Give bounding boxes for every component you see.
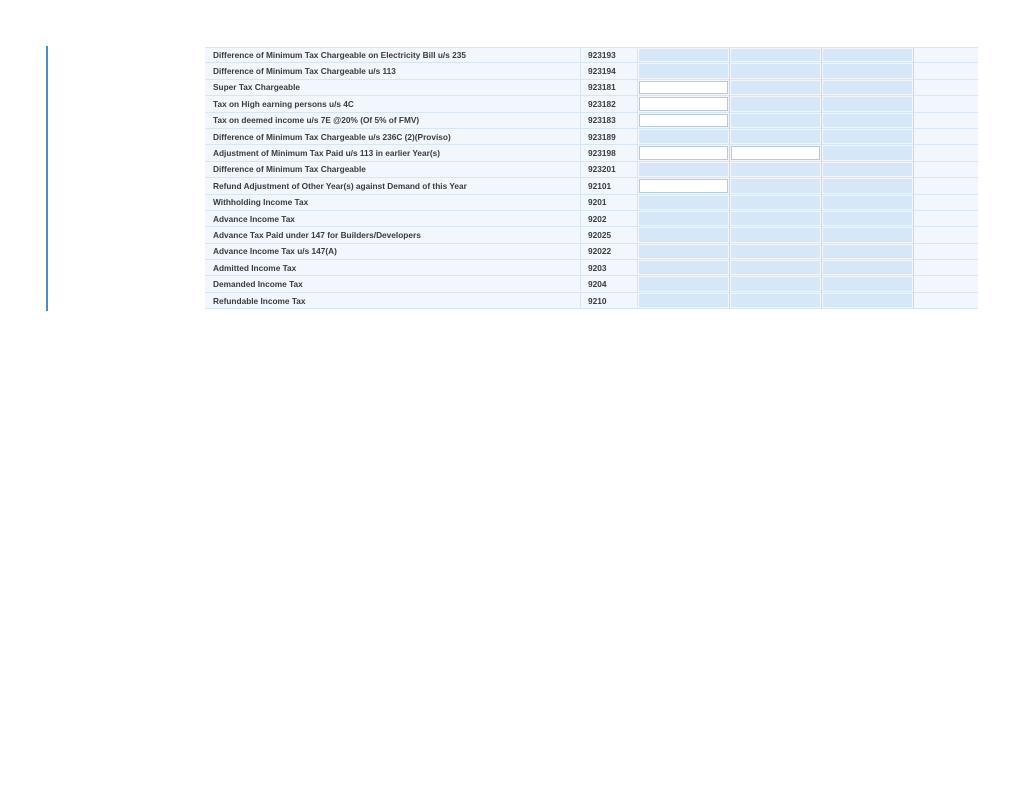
amount-input[interactable]	[639, 97, 728, 110]
amount-cell	[730, 244, 822, 259]
amount-field-readonly	[731, 212, 820, 225]
amount-cell	[638, 178, 730, 193]
table-row	[205, 162, 978, 178]
amount-cell	[638, 244, 730, 259]
amount-cell	[730, 48, 822, 62]
amount-cell	[730, 227, 822, 242]
amount-field-readonly	[823, 261, 912, 274]
amount-cell	[730, 276, 822, 291]
amount-field-readonly	[639, 261, 728, 274]
row-trailing-cell	[914, 129, 978, 144]
row-trailing-cell	[914, 211, 978, 226]
table-row	[205, 129, 978, 145]
table-row	[205, 80, 978, 96]
amount-cell	[822, 162, 914, 177]
row-description: Advance Tax Paid under 147 for Builders/Developers	[205, 227, 581, 242]
amount-field-readonly	[639, 245, 728, 258]
amount-cell	[822, 96, 914, 111]
row-trailing-cell	[914, 145, 978, 160]
amount-field-readonly	[731, 196, 820, 209]
amount-cell	[730, 129, 822, 144]
amount-cell	[730, 211, 822, 226]
amount-field-readonly	[731, 245, 820, 258]
row-description: Tax on deemed income u/s 7E @20% (Of 5% of FMV)	[205, 113, 581, 128]
row-description: Advance Income Tax u/s 147(A)	[205, 244, 581, 259]
amount-cell	[638, 48, 730, 62]
row-code: 923193	[581, 48, 638, 62]
amount-input[interactable]	[731, 146, 820, 159]
amount-cell	[638, 129, 730, 144]
amount-cell	[638, 195, 730, 210]
row-description: Adjustment of Minimum Tax Paid u/s 113 in earlier Year(s)	[205, 145, 581, 160]
row-code: 923183	[581, 113, 638, 128]
amount-field-readonly	[639, 228, 728, 241]
row-description: Admitted Income Tax	[205, 260, 581, 275]
amount-field-readonly	[823, 130, 912, 143]
amount-cell	[638, 276, 730, 291]
row-code: 9204	[581, 276, 638, 291]
row-trailing-cell	[914, 96, 978, 111]
amount-cell	[638, 145, 730, 160]
row-trailing-cell	[914, 162, 978, 177]
row-description: Super Tax Chargeable	[205, 80, 581, 95]
row-description: Withholding Income Tax	[205, 195, 581, 210]
table-row	[205, 47, 978, 63]
amount-field-readonly	[731, 64, 820, 77]
row-description: Difference of Minimum Tax Chargeable u/s 113	[205, 63, 581, 78]
row-trailing-cell	[914, 276, 978, 291]
amount-input[interactable]	[639, 81, 728, 94]
row-code: 923194	[581, 63, 638, 78]
row-code: 9201	[581, 195, 638, 210]
amount-field-readonly	[639, 277, 728, 290]
row-trailing-cell	[914, 113, 978, 128]
row-code: 9202	[581, 211, 638, 226]
amount-cell	[638, 113, 730, 128]
amount-field-readonly	[823, 163, 912, 176]
table-row	[205, 113, 978, 129]
table-row	[205, 260, 978, 276]
amount-cell	[822, 113, 914, 128]
amount-field-readonly	[639, 196, 728, 209]
amount-cell	[638, 293, 730, 308]
row-trailing-cell	[914, 195, 978, 210]
amount-cell	[730, 96, 822, 111]
amount-field-readonly	[731, 114, 820, 127]
row-code: 923181	[581, 80, 638, 95]
amount-input[interactable]	[639, 146, 728, 159]
row-code: 92025	[581, 227, 638, 242]
amount-field-readonly	[731, 294, 820, 307]
amount-cell	[822, 260, 914, 275]
amount-field-readonly	[731, 277, 820, 290]
amount-field-readonly	[823, 212, 912, 225]
amount-field-readonly	[823, 114, 912, 127]
amount-field-readonly	[639, 294, 728, 307]
amount-cell	[730, 145, 822, 160]
row-trailing-cell	[914, 227, 978, 242]
row-description: Difference of Minimum Tax Chargeable	[205, 162, 581, 177]
amount-cell	[638, 96, 730, 111]
amount-cell	[822, 293, 914, 308]
amount-cell	[822, 48, 914, 62]
amount-cell	[822, 145, 914, 160]
amount-field-readonly	[731, 81, 820, 94]
amount-field-readonly	[731, 228, 820, 241]
amount-cell	[730, 162, 822, 177]
amount-cell	[730, 260, 822, 275]
amount-cell	[822, 276, 914, 291]
amount-field-readonly	[823, 277, 912, 290]
row-code: 9203	[581, 260, 638, 275]
amount-cell	[822, 244, 914, 259]
amount-cell	[730, 293, 822, 308]
amount-cell	[822, 227, 914, 242]
amount-cell	[730, 178, 822, 193]
amount-cell	[730, 195, 822, 210]
amount-field-readonly	[731, 261, 820, 274]
amount-input[interactable]	[639, 114, 728, 127]
amount-field-readonly	[823, 196, 912, 209]
amount-cell	[638, 260, 730, 275]
table-row	[205, 178, 978, 194]
row-trailing-cell	[914, 63, 978, 78]
tax-computation-table	[205, 47, 978, 309]
row-trailing-cell	[914, 80, 978, 95]
row-code: 92022	[581, 244, 638, 259]
amount-field-readonly	[823, 179, 912, 192]
amount-cell	[638, 63, 730, 78]
row-trailing-cell	[914, 260, 978, 275]
row-trailing-cell	[914, 293, 978, 308]
amount-cell	[638, 227, 730, 242]
table-row	[205, 276, 978, 292]
row-description: Refundable Income Tax	[205, 293, 581, 308]
amount-field-readonly	[639, 49, 728, 61]
row-code: 923189	[581, 129, 638, 144]
amount-field-readonly	[823, 228, 912, 241]
amount-cell	[822, 178, 914, 193]
amount-field-readonly	[823, 97, 912, 110]
row-code: 92101	[581, 178, 638, 193]
row-description: Difference of Minimum Tax Chargeable u/s 236C (2)(Proviso)	[205, 129, 581, 144]
amount-cell	[730, 113, 822, 128]
amount-cell	[822, 80, 914, 95]
amount-field-readonly	[731, 179, 820, 192]
table-row	[205, 211, 978, 227]
row-description: Advance Income Tax	[205, 211, 581, 226]
row-trailing-cell	[914, 244, 978, 259]
row-trailing-cell	[914, 178, 978, 193]
amount-field-readonly	[731, 97, 820, 110]
amount-cell	[638, 211, 730, 226]
table-row	[205, 195, 978, 211]
amount-field-readonly	[639, 212, 728, 225]
table-row	[205, 63, 978, 79]
amount-field-readonly	[639, 130, 728, 143]
amount-field-readonly	[823, 49, 912, 61]
row-code: 923182	[581, 96, 638, 111]
amount-cell	[822, 195, 914, 210]
amount-cell	[730, 63, 822, 78]
amount-field-readonly	[731, 163, 820, 176]
table-row	[205, 244, 978, 260]
amount-field-readonly	[823, 146, 912, 159]
table-row	[205, 227, 978, 243]
row-description: Refund Adjustment of Other Year(s) against Demand of this Year	[205, 178, 581, 193]
table-row	[205, 96, 978, 112]
row-description: Demanded Income Tax	[205, 276, 581, 291]
amount-cell	[822, 129, 914, 144]
row-trailing-cell	[914, 48, 978, 62]
row-code: 923201	[581, 162, 638, 177]
amount-cell	[730, 80, 822, 95]
amount-cell	[638, 80, 730, 95]
amount-field-readonly	[823, 64, 912, 77]
amount-input[interactable]	[639, 179, 728, 192]
amount-field-readonly	[731, 130, 820, 143]
amount-cell	[822, 211, 914, 226]
amount-cell	[822, 63, 914, 78]
amount-field-readonly	[823, 245, 912, 258]
table-row	[205, 145, 978, 161]
row-code: 9210	[581, 293, 638, 308]
amount-field-readonly	[639, 163, 728, 176]
table-row	[205, 293, 978, 309]
row-code: 923198	[581, 145, 638, 160]
amount-cell	[638, 162, 730, 177]
row-description: Difference of Minimum Tax Chargeable on Electricity Bill u/s 235	[205, 48, 581, 62]
amount-field-readonly	[731, 49, 820, 61]
amount-field-readonly	[823, 294, 912, 307]
row-description: Tax on High earning persons u/s 4C	[205, 96, 581, 111]
amount-field-readonly	[823, 81, 912, 94]
page-left-border	[46, 46, 48, 311]
amount-field-readonly	[639, 64, 728, 77]
